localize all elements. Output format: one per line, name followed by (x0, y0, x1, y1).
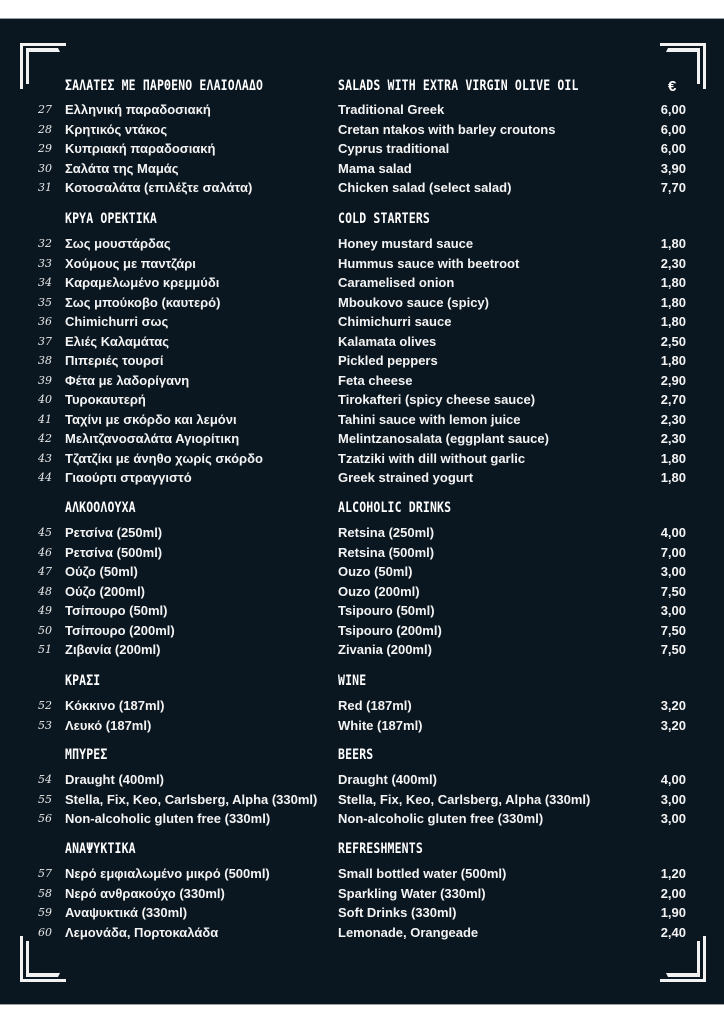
section-title-english: COLD STARTERS (338, 211, 430, 227)
menu-item (0, 718, 724, 737)
item-price: 1,80 (660, 294, 686, 310)
section-header-beers (0, 747, 724, 767)
item-name-english: Chimichurri sauce (338, 314, 452, 329)
menu-item (0, 623, 724, 642)
menu-item (0, 431, 724, 450)
menu-item (0, 698, 724, 717)
menu-page (0, 18, 724, 1005)
menu-item (0, 584, 724, 603)
item-name-english: Red (187ml) (338, 698, 412, 713)
item-price: 7,00 (660, 544, 686, 560)
item-price: 2,30 (660, 255, 686, 271)
item-name-greek: Κοτοσαλάτα (επιλέξτε σαλάτα) (65, 180, 253, 195)
item-number: 56 (38, 812, 52, 825)
item-name-english: Hummus sauce with beetroot (338, 255, 520, 271)
item-name-english: Tahini sauce with lemon juice (338, 411, 521, 427)
item-number: 42 (38, 432, 52, 445)
item-name-greek: Σαλάτα της Μαμάς (65, 160, 179, 176)
item-number: 50 (38, 623, 52, 637)
item-price: 3,00 (660, 811, 686, 826)
item-number: 52 (38, 699, 52, 712)
item-price: 2,90 (660, 372, 686, 388)
item-name-greek: Τσίπουρο (50ml) (65, 603, 168, 618)
section-title-greek: ΣΑΛΑΤΕΣ ΜΕ ΠΑΡΘΕΝΟ ΕΛΑΙΟΛΑΔΟ (65, 78, 264, 94)
section-title-greek: ΜΠΥΡΕΣ (65, 747, 108, 763)
item-name-greek: Νερό ανθρακούχο (330ml) (65, 885, 225, 901)
menu-item (0, 122, 724, 141)
item-number: 47 (38, 565, 52, 578)
item-number: 60 (38, 925, 52, 939)
item-name-english: Tsipouro (50ml) (338, 603, 435, 618)
item-price: 4,00 (660, 525, 686, 540)
item-name-greek: Ούζο (50ml) (65, 564, 138, 579)
item-name-greek: Draught (400ml) (65, 772, 164, 787)
item-name-english: Honey mustard sauce (338, 236, 474, 251)
menu-item (0, 905, 724, 924)
item-price: 7,50 (660, 642, 686, 657)
item-name-english: Caramelised onion (338, 275, 455, 290)
item-name-english: Ouzo (200ml) (338, 583, 420, 599)
item-name-english: Non-alcoholic gluten free (330ml) (338, 811, 544, 826)
item-name-english: Mama salad (338, 160, 412, 176)
item-name-english: Melintzanosalata (eggplant sauce) (338, 431, 549, 446)
item-name-greek: Πιπεριές τουρσί (65, 353, 164, 368)
item-number: 32 (38, 237, 52, 250)
item-number: 29 (38, 142, 52, 155)
item-name-english: Mboukovo sauce (spicy) (338, 294, 489, 310)
item-name-greek: Non-alcoholic gluten free (330ml) (65, 811, 271, 826)
menu-item (0, 470, 724, 489)
section-header-wine (0, 673, 724, 693)
item-number: 48 (38, 584, 52, 598)
menu-item (0, 334, 724, 353)
item-number: 45 (38, 526, 52, 539)
item-price: 1,80 (660, 236, 686, 251)
item-name-english: Draught (400ml) (338, 772, 437, 787)
menu-item (0, 451, 724, 470)
menu-item (0, 412, 724, 431)
item-number: 57 (38, 867, 52, 880)
section-title-greek: ΚΡΑΣΙ (65, 673, 101, 689)
item-price: 2,00 (660, 885, 686, 901)
item-number: 44 (38, 471, 52, 484)
menu-item (0, 295, 724, 314)
section-title-greek: ΑΛΚΟΟΛΟΥΧΑ (65, 500, 136, 516)
item-name-english: Greek strained yogurt (338, 470, 474, 485)
item-price: 2,50 (660, 333, 686, 349)
item-price: 7,70 (660, 180, 686, 195)
item-name-english: Ouzo (50ml) (338, 564, 413, 579)
item-number: 55 (38, 792, 52, 806)
item-name-greek: Φέτα με λαδορίγανη (65, 372, 190, 388)
item-name-greek: Κόκκινο (187ml) (65, 698, 165, 713)
item-name-greek: Μελιτζανοσαλάτα Αγιορίτικη (65, 431, 240, 446)
item-name-english: Retsina (250ml) (338, 525, 435, 540)
item-number: 46 (38, 545, 52, 559)
menu-item (0, 353, 724, 372)
menu-item (0, 314, 724, 333)
item-number: 54 (38, 773, 52, 786)
item-name-greek: Νερό εμφιαλωμένο μικρό (500ml) (65, 866, 270, 881)
item-price: 1,20 (660, 866, 686, 881)
item-name-greek: Ούζο (200ml) (65, 583, 146, 599)
item-price: 6,00 (660, 121, 686, 137)
item-price: 7,50 (660, 622, 686, 638)
item-number: 30 (38, 161, 52, 175)
item-number: 34 (38, 276, 52, 289)
item-number: 38 (38, 354, 52, 367)
item-price: 1,80 (660, 450, 686, 466)
item-name-english: Pickled peppers (338, 353, 438, 368)
item-name-greek: Τυροκαυτερή (65, 392, 146, 407)
item-price: 6,00 (660, 102, 686, 117)
item-name-greek: Chimichurri σως (65, 314, 169, 329)
item-price: 4,00 (660, 772, 686, 787)
item-name-english: Tsipouro (200ml) (338, 622, 442, 638)
item-price: 3,20 (660, 698, 686, 713)
item-number: 37 (38, 334, 52, 348)
item-name-english: Lemonade, Orangeade (338, 924, 479, 940)
menu-item (0, 886, 724, 905)
item-name-english: Chicken salad (select salad) (338, 180, 512, 195)
menu-item (0, 236, 724, 255)
item-price: 1,80 (660, 470, 686, 485)
item-name-english: Cretan ntakos with barley croutons (338, 121, 556, 137)
item-name-greek: Ρετσίνα (500ml) (65, 544, 163, 560)
section-title-english: REFRESHMENTS (338, 841, 423, 857)
item-price: 1,80 (660, 314, 686, 329)
section-header-cold-starters (0, 211, 724, 231)
section-title-english: BEERS (338, 747, 374, 763)
item-number: 53 (38, 718, 52, 732)
item-name-greek: Τσίπουρο (200ml) (65, 622, 175, 638)
item-price: 7,50 (660, 583, 686, 599)
section-header-salads (0, 78, 724, 98)
item-price: 6,00 (660, 141, 686, 156)
section-title-greek: ΑΝΑΨΥΚΤΙΚΑ (65, 841, 136, 857)
menu-item (0, 141, 724, 160)
item-name-greek: Λεμονάδα, Πορτοκαλάδα (65, 924, 219, 940)
item-name-greek: Ταχίνι με σκόρδο και λεμόνι (65, 411, 237, 427)
item-number: 39 (38, 373, 52, 387)
item-name-greek: Σως μουστάρδας (65, 236, 171, 251)
menu-item (0, 525, 724, 544)
item-name-english: Stella, Fix, Keo, Carlsberg, Alpha (330ml) (338, 791, 591, 807)
item-name-greek: Τζατζίκι με άνηθο χωρίς σκόρδο (65, 450, 263, 466)
item-number: 27 (38, 103, 52, 116)
item-name-english: Retsina (500ml) (338, 544, 435, 560)
item-number: 35 (38, 295, 52, 309)
item-name-greek: Αναψυκτικά (330ml) (65, 905, 188, 920)
item-number: 36 (38, 315, 52, 328)
item-name-english: Soft Drinks (330ml) (338, 905, 457, 920)
section-header-alcoholic-drinks (0, 500, 724, 520)
section-title-english: ALCOHOLIC DRINKS (338, 500, 452, 516)
item-name-english: Small bottled water (500ml) (338, 866, 507, 881)
item-name-greek: Κυπριακή παραδοσιακή (65, 141, 216, 156)
menu-item (0, 925, 724, 944)
item-name-english: White (187ml) (338, 717, 423, 733)
item-name-greek: Χούμους με παντζάρι (65, 255, 196, 271)
item-price: 3,20 (660, 717, 686, 733)
item-price: 3,90 (660, 160, 686, 176)
item-number: 31 (38, 181, 52, 194)
item-name-greek: Λευκό (187ml) (65, 717, 152, 733)
menu-item (0, 161, 724, 180)
item-number: 59 (38, 906, 52, 919)
item-number: 28 (38, 122, 52, 136)
item-price: 3,00 (660, 603, 686, 618)
item-price: 1,90 (660, 905, 686, 920)
section-title-english: WINE (338, 673, 367, 689)
item-number: 43 (38, 451, 52, 465)
item-name-greek: Ζιβανία (200ml) (65, 642, 161, 657)
menu-item (0, 275, 724, 294)
item-name-greek: Ελιές Καλαμάτας (65, 333, 170, 349)
item-name-greek: Stella, Fix, Keo, Carlsberg, Alpha (330ml) (65, 791, 318, 807)
menu-item (0, 811, 724, 830)
menu-item (0, 772, 724, 791)
item-name-english: Cyprus traditional (338, 141, 450, 156)
item-name-english: Sparkling Water (330ml) (338, 885, 486, 901)
item-price: 2,40 (660, 924, 686, 940)
item-name-greek: Καραμελωμένο κρεμμύδι (65, 275, 220, 290)
item-number: 33 (38, 256, 52, 270)
item-name-english: Feta cheese (338, 372, 413, 388)
item-name-greek: Γιαούρτι στραγγιστό (65, 470, 192, 485)
menu-item (0, 545, 724, 564)
item-name-greek: Κρητικός ντάκος (65, 121, 168, 137)
item-name-english: Traditional Greek (338, 102, 445, 117)
item-number: 58 (38, 886, 52, 900)
item-number: 41 (38, 412, 52, 426)
item-number: 49 (38, 604, 52, 617)
menu-item (0, 373, 724, 392)
currency-symbol: € (668, 78, 677, 95)
item-name-greek: Ελληνική παραδοσιακή (65, 102, 211, 117)
item-price: 2,30 (660, 431, 686, 446)
item-number: 51 (38, 643, 52, 656)
section-title-english: SALADS WITH EXTRA VIRGIN OLIVE OIL (338, 78, 579, 94)
item-name-english: Kalamata olives (338, 333, 437, 349)
item-name-greek: Ρετσίνα (250ml) (65, 525, 163, 540)
item-name-english: Tirokafteri (spicy cheese sauce) (338, 392, 536, 407)
section-title-greek: ΚΡΥΑ ΟΡΕΚΤΙΚΑ (65, 211, 157, 227)
item-price: 1,80 (660, 275, 686, 290)
item-number: 40 (38, 393, 52, 406)
menu-item (0, 256, 724, 275)
menu-item (0, 642, 724, 661)
item-price: 3,00 (660, 791, 686, 807)
menu-item (0, 792, 724, 811)
item-name-english: Zivania (200ml) (338, 642, 432, 657)
menu-item (0, 392, 724, 411)
item-price: 2,70 (660, 392, 686, 407)
item-price: 2,30 (660, 411, 686, 427)
menu-item (0, 102, 724, 121)
menu-item (0, 180, 724, 199)
menu-item (0, 603, 724, 622)
section-header-refreshments (0, 841, 724, 861)
menu-item (0, 866, 724, 885)
item-name-greek: Σως μπούκοβο (καυτερό) (65, 294, 221, 310)
menu-item (0, 564, 724, 583)
item-price: 3,00 (660, 564, 686, 579)
item-name-english: Tzatziki with dill without garlic (338, 450, 526, 466)
item-price: 1,80 (660, 353, 686, 368)
